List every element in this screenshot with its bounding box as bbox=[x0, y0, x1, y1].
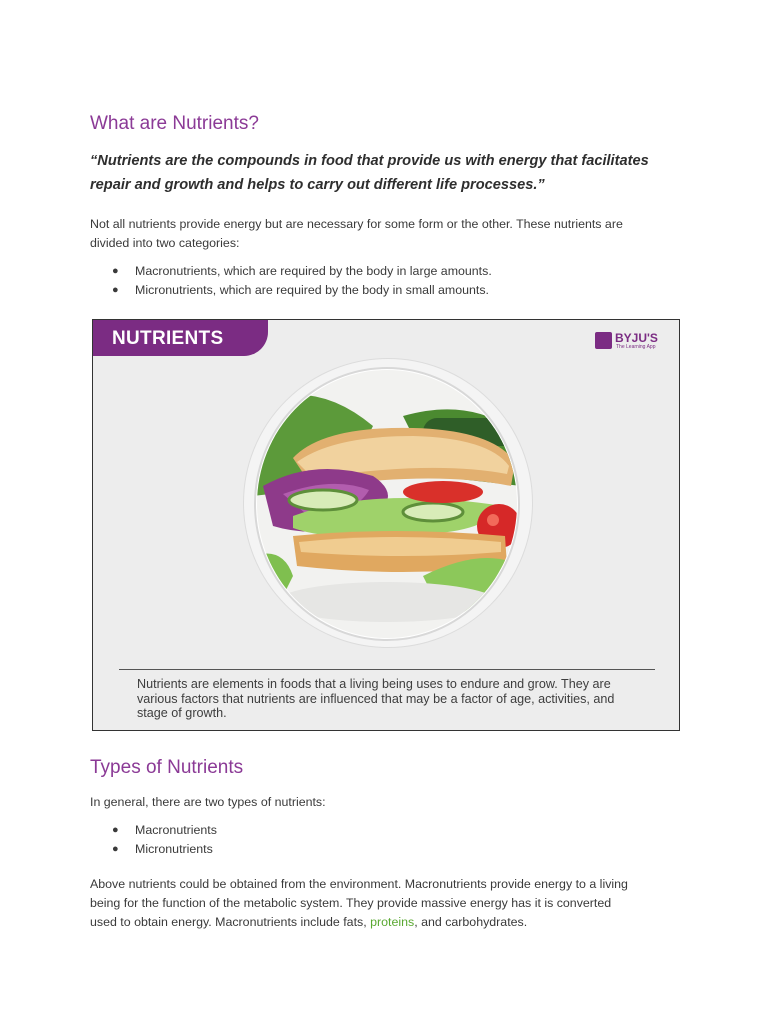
paragraph-text: , and carbohydrates. bbox=[414, 915, 528, 929]
paragraph-line bbox=[90, 913, 680, 932]
bullet: ● bbox=[112, 843, 119, 855]
caption-divider bbox=[119, 669, 655, 670]
caption-line: stage of growth. bbox=[137, 706, 227, 720]
list-item bbox=[90, 262, 680, 281]
nutrients-figure bbox=[92, 319, 680, 731]
bullet: ● bbox=[112, 824, 119, 836]
list-item bbox=[90, 840, 680, 859]
categories-list bbox=[90, 262, 680, 300]
brand-logo-icon bbox=[595, 332, 612, 349]
figure-banner bbox=[93, 320, 268, 356]
paragraph-line: Not all nutrients provide energy but are necessary for some form or the other. These nutrients are bbox=[90, 217, 623, 231]
caption-line: Nutrients are elements in foods that a living being uses to endure and grow. They are bbox=[137, 677, 611, 691]
proteins-link[interactable]: proteins bbox=[370, 915, 415, 929]
list-item-text: Micronutrients, which are required by the body in small amounts. bbox=[135, 283, 489, 297]
paragraph-line: Above nutrients could be obtained from the environment. Macronutrients provide energy to a living bbox=[90, 877, 628, 891]
list-item-text: Macronutrients bbox=[135, 823, 217, 837]
types-intro: In general, there are two types of nutrients: bbox=[90, 795, 326, 809]
paragraph-line: being for the function of the metabolic system. They provide massive energy has it is converted bbox=[90, 896, 612, 910]
list-item-text: Micronutrients bbox=[135, 842, 213, 856]
macronutrients-paragraph bbox=[90, 875, 680, 932]
bullet: ● bbox=[112, 265, 119, 277]
definition-quote bbox=[90, 149, 680, 197]
quote-line: repair and growth and helps to carry out different life processes.” bbox=[90, 177, 545, 193]
section-heading-types-of-nutrients: Types of Nutrients bbox=[90, 757, 244, 778]
figure-banner-title: NUTRIENTS bbox=[112, 328, 224, 349]
intro-paragraph bbox=[90, 215, 680, 253]
paragraph-text: used to obtain energy. Macronutrients include fats, bbox=[90, 915, 371, 929]
bullet: ● bbox=[112, 284, 119, 296]
sandwich-image bbox=[253, 366, 521, 642]
list-item bbox=[90, 281, 680, 300]
quote-line: “Nutrients are the compounds in food that provide us with energy that facilitates bbox=[90, 153, 649, 169]
paragraph-line: divided into two categories: bbox=[90, 236, 240, 250]
list-item bbox=[90, 821, 680, 840]
section-heading-what-are-nutrients: What are Nutrients? bbox=[90, 113, 259, 134]
brand-tagline: The Learning App bbox=[616, 344, 656, 350]
brand-logo bbox=[595, 330, 667, 352]
list-item-text: Macronutrients, which are required by the body in large amounts. bbox=[135, 264, 492, 278]
figure-caption bbox=[137, 677, 657, 721]
caption-line: various factors that nutrients are influenced that may be a factor of age, activities, and bbox=[137, 691, 615, 706]
brand-name: BYJU'S bbox=[615, 331, 658, 345]
types-list bbox=[90, 821, 680, 859]
